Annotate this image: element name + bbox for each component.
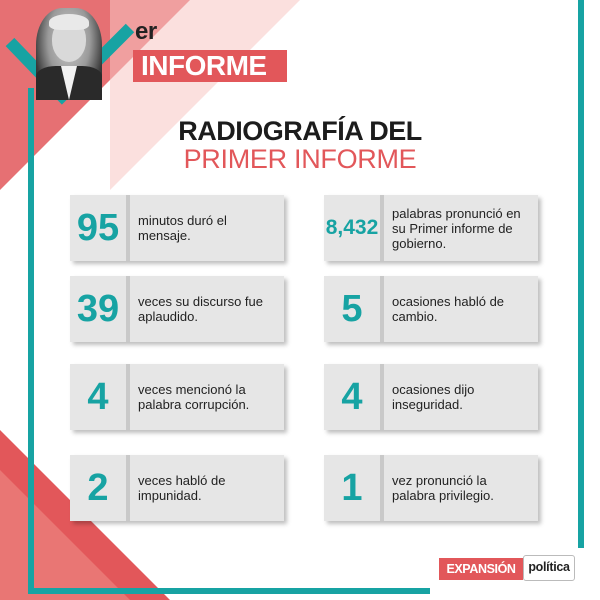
politica-logo: política	[523, 555, 575, 581]
stat-text: minutos duró el mensaje.	[138, 213, 227, 243]
stat-value: 95	[76, 207, 120, 249]
stat-value: 4	[87, 376, 109, 418]
bottom-teal-line	[28, 588, 430, 594]
page-subtitle: PRIMER INFORME	[183, 144, 417, 174]
stat-text: veces mencionó la palabra corrupción.	[138, 382, 250, 412]
stat-text: ocasiones habló de cambio.	[392, 294, 505, 324]
stat-card-change	[324, 276, 538, 342]
stat-card-impunity	[70, 455, 284, 521]
expansion-logo: EXPANSIÓN	[439, 558, 523, 580]
stat-text: veces habló de impunidad.	[138, 473, 226, 503]
stat-value: 5	[341, 288, 363, 330]
stat-card-insecurity	[324, 364, 538, 430]
president-portrait	[36, 8, 102, 100]
stat-card-privilege	[324, 455, 538, 521]
stat-value: 39	[76, 288, 120, 330]
badge-superscript: er	[135, 18, 157, 45]
stat-card-words	[324, 195, 538, 261]
stat-text: palabras pronunció en su Primer informe de gobierno.	[392, 205, 521, 251]
stat-card-applause	[70, 276, 284, 342]
stat-value: 1	[341, 467, 363, 509]
stat-card-corruption	[70, 364, 284, 430]
right-teal-line	[578, 0, 584, 548]
stat-value: 2	[87, 467, 109, 509]
badge-informe: INFORME	[133, 50, 287, 82]
stat-text: veces su discurso fue aplaudido.	[138, 294, 264, 324]
stat-value: 4	[341, 376, 363, 418]
page-title: RADIOGRAFÍA DEL	[178, 116, 422, 146]
stat-text: vez pronunció la palabra privilegio.	[392, 473, 494, 503]
stat-value: 8,432	[325, 216, 379, 239]
stat-text: ocasiones dijo inseguridad.	[392, 382, 475, 412]
stat-card-minutes	[70, 195, 284, 261]
